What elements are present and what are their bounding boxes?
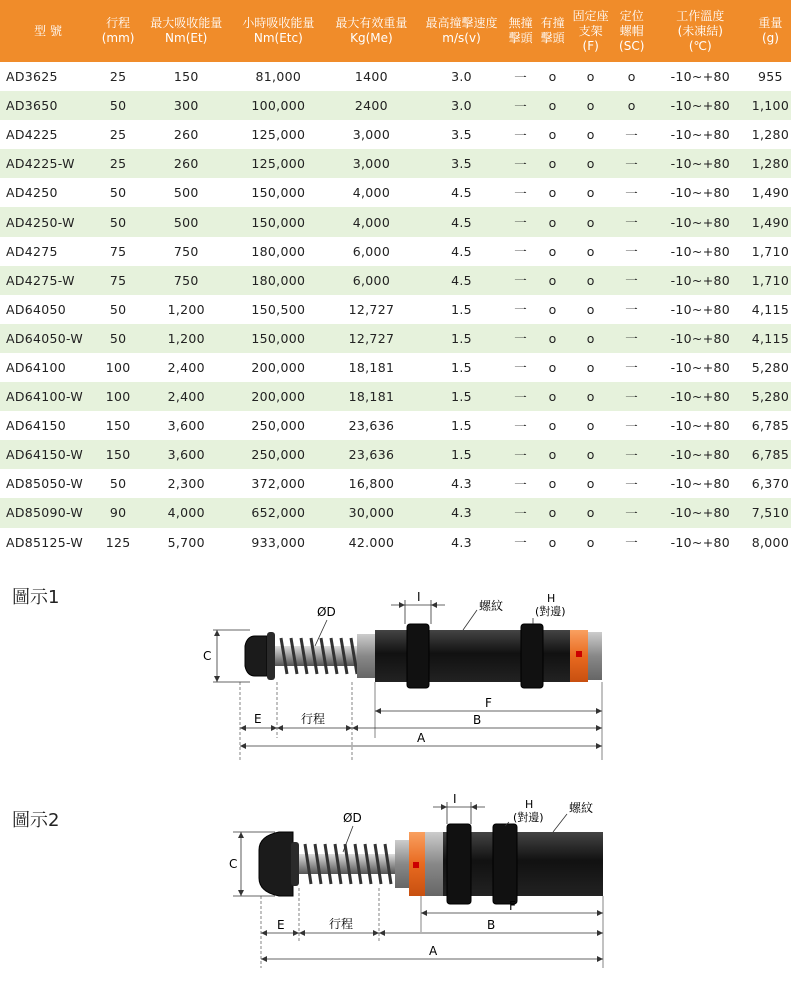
table-cell: o <box>548 301 557 317</box>
table-row <box>0 528 791 557</box>
table-cell: 一 <box>514 69 527 85</box>
table-cell: 4,115 <box>751 301 790 317</box>
table-cell: o <box>548 359 557 375</box>
table-cell: 750 <box>140 266 232 295</box>
table-cell: o <box>548 476 557 492</box>
table-cell: 50 <box>109 476 127 492</box>
table-cell: 23,636 <box>324 440 418 469</box>
table-cell: 1.5 <box>451 359 472 375</box>
header-cell: 最大有效重量 Kg(Me) <box>324 0 418 62</box>
model-cell: AD64150-W <box>0 440 96 469</box>
model-cell: AD64050-W <box>0 324 96 353</box>
fig1-label-stroke: 行程 <box>301 712 326 726</box>
table-cell: 4.5 <box>451 185 472 201</box>
table-row <box>0 120 791 149</box>
table-cell: 一 <box>505 266 537 295</box>
table-cell: o <box>548 127 557 143</box>
table-cell: 4,000 <box>352 185 391 201</box>
table-cell: 81,000 <box>255 69 302 85</box>
table-cell: 一 <box>505 324 537 353</box>
table-cell: 一 <box>514 244 527 260</box>
table-cell: 955 <box>758 69 783 85</box>
model-cell: AD4225-W <box>0 149 96 178</box>
header-cell: 固定座 支架 (F) <box>569 0 613 62</box>
table-cell: 1,200 <box>167 301 205 317</box>
table-row <box>0 237 791 266</box>
model-cell: AD4275 <box>6 243 58 259</box>
table-cell: 一 <box>613 382 651 411</box>
fig1-label-thread: 螺紋 <box>479 599 504 613</box>
table-cell: o <box>569 149 613 178</box>
table-row <box>0 382 791 411</box>
table-cell: 50 <box>96 91 140 120</box>
table-cell: -10~+80 <box>670 301 730 317</box>
model-cell: AD4225 <box>6 127 58 143</box>
table-row <box>0 353 791 382</box>
table-cell: 50 <box>96 324 140 353</box>
table-cell: 3.0 <box>418 91 504 120</box>
table-cell: o <box>537 382 569 411</box>
table-cell: -10~+80 <box>651 207 750 236</box>
table-cell: 4.5 <box>451 243 472 259</box>
table-cell: 4,000 <box>140 498 232 527</box>
model-cell: AD3650 <box>0 91 96 120</box>
table-cell: 2,400 <box>167 359 205 375</box>
header-cell: 工作溫度 (未凍結) (℃) <box>651 0 750 62</box>
table-cell: 一 <box>613 207 651 236</box>
table-cell: 12,727 <box>324 324 418 353</box>
fig2-label-i: I <box>453 792 457 806</box>
table-cell: 3,600 <box>167 418 205 434</box>
model-cell: AD4250 <box>6 185 58 201</box>
table-cell: o <box>613 91 651 120</box>
fig2-label-thread: 螺紋 <box>569 801 594 815</box>
table-cell: 一 <box>625 302 639 318</box>
fig2-label-h-sub: (對邊) <box>513 811 544 824</box>
table-cell: 1,490 <box>751 185 790 201</box>
table-cell: 一 <box>514 127 527 143</box>
table-cell: 一 <box>625 244 639 260</box>
table-cell: -10~+80 <box>670 534 730 550</box>
table-cell: 2,400 <box>140 382 232 411</box>
table-cell: -10~+80 <box>670 185 730 201</box>
table-cell: 16,800 <box>348 476 395 492</box>
table-cell: 1,200 <box>140 324 232 353</box>
table-cell: 4.5 <box>418 207 504 236</box>
table-cell: o <box>586 418 595 434</box>
fig1-label-i: I <box>417 590 421 604</box>
figure2-diagram <box>225 792 615 974</box>
table-cell: 一 <box>625 360 639 376</box>
table-cell: 1.5 <box>418 382 504 411</box>
table-cell: 3.5 <box>451 127 472 143</box>
table-cell: 6,370 <box>751 476 790 492</box>
table-cell: 150,000 <box>251 185 306 201</box>
table-cell: o <box>537 149 569 178</box>
table-cell: -10~+80 <box>651 324 750 353</box>
header-cell: 定位 螺帽 (SC) <box>613 0 651 62</box>
table-cell: 一 <box>505 440 537 469</box>
table-cell: o <box>548 534 557 550</box>
table-cell: 125 <box>105 534 131 550</box>
table-cell: 125,000 <box>251 127 306 143</box>
table-cell: o <box>586 69 595 85</box>
table-cell: o <box>569 266 613 295</box>
table-cell: 300 <box>140 91 232 120</box>
table-cell: 3,000 <box>324 149 418 178</box>
table-cell: o <box>586 185 595 201</box>
table-cell: 150,500 <box>251 301 306 317</box>
table-cell: 150 <box>96 440 140 469</box>
table-cell: 1,280 <box>750 149 791 178</box>
table-cell: 1,280 <box>751 127 790 143</box>
table-cell: 200,000 <box>232 382 324 411</box>
table-cell: o <box>548 418 557 434</box>
table-cell: 一 <box>505 498 537 527</box>
table-row <box>0 440 791 469</box>
table-cell: o <box>537 324 569 353</box>
fig1-label-b: B <box>473 713 482 727</box>
table-cell: -10~+80 <box>651 266 750 295</box>
table-cell: 一 <box>625 127 639 143</box>
table-cell: 4.3 <box>451 476 472 492</box>
header-cell: 有撞 擊頭 <box>537 0 569 62</box>
table-cell: 150 <box>173 69 199 85</box>
table-cell: 30,000 <box>324 498 418 527</box>
table-cell: 75 <box>96 266 140 295</box>
table-cell: -10~+80 <box>651 149 750 178</box>
table-cell: 372,000 <box>251 476 306 492</box>
table-cell: o <box>569 440 613 469</box>
table-cell: 1,100 <box>750 91 791 120</box>
table-cell: 1.5 <box>451 301 472 317</box>
fig2-label-h: H <box>525 798 534 811</box>
fig1-label-h-sub: (對邊) <box>535 605 566 618</box>
table-cell: o <box>586 476 595 492</box>
fig1-label-c: C <box>203 649 212 663</box>
table-cell: 1.5 <box>451 418 472 434</box>
table-row <box>0 266 791 295</box>
model-cell: AD3625 <box>6 69 58 85</box>
table-cell: -10~+80 <box>651 440 750 469</box>
fig1-lock-nut-1 <box>407 624 429 688</box>
table-cell: o <box>537 91 569 120</box>
fig1-label-od: ØD <box>317 605 336 619</box>
table-cell: 一 <box>613 324 651 353</box>
table-row <box>0 469 791 498</box>
table-cell: 一 <box>514 418 527 434</box>
table-cell: 750 <box>173 243 199 259</box>
table-cell: 一 <box>505 207 537 236</box>
table-cell: 一 <box>514 302 527 318</box>
fig2-label-e: E <box>277 918 285 932</box>
model-cell: AD4275-W <box>0 266 96 295</box>
table-row <box>0 411 791 440</box>
table-cell: 1400 <box>354 69 388 85</box>
table-cell: o <box>586 359 595 375</box>
table-cell: 1.5 <box>418 324 504 353</box>
model-cell: AD4250-W <box>0 207 96 236</box>
table-cell: 6,785 <box>750 440 791 469</box>
table-cell: 6,000 <box>324 266 418 295</box>
table-cell: -10~+80 <box>670 418 730 434</box>
table-cell: -10~+80 <box>651 91 750 120</box>
table-cell: 7,510 <box>750 498 791 527</box>
fig1-label-f: F <box>485 696 492 710</box>
table-cell: 一 <box>514 185 527 201</box>
fig2-lock-nut-2 <box>493 824 517 904</box>
table-cell: o <box>548 69 557 85</box>
fig1-end-cap <box>588 632 602 680</box>
table-cell: 652,000 <box>232 498 324 527</box>
table-row <box>0 62 791 91</box>
table-cell: -10~+80 <box>670 243 730 259</box>
header-cell: 最高撞擊速度 m/s(v) <box>418 0 504 62</box>
table-cell: 6,785 <box>751 418 790 434</box>
table-body <box>0 62 791 557</box>
table-cell: o <box>569 382 613 411</box>
header-cell: 重量 (g) <box>750 0 791 62</box>
figure1-diagram <box>195 588 615 763</box>
model-cell: AD85050-W <box>6 476 84 492</box>
header-cell: 小時吸收能量 Nm(Etc) <box>232 0 324 62</box>
table-cell: 250,000 <box>251 418 306 434</box>
table-cell: 180,000 <box>251 243 306 259</box>
table-cell: -10~+80 <box>670 127 730 143</box>
fig1-label-e: E <box>254 712 262 726</box>
table-cell: o <box>537 266 569 295</box>
table-cell: 3.0 <box>451 69 472 85</box>
table-cell: 3,000 <box>352 127 391 143</box>
table-cell: 一 <box>613 498 651 527</box>
table-cell: o <box>586 301 595 317</box>
table-cell: 一 <box>625 185 639 201</box>
table-cell: o <box>586 127 595 143</box>
figure1-title: 圖示1 <box>12 587 60 608</box>
table-cell: o <box>586 534 595 550</box>
table-cell: 25 <box>96 149 140 178</box>
table-cell: o <box>569 91 613 120</box>
figure2-title: 圖示2 <box>12 810 60 831</box>
model-cell: AD64100 <box>6 359 67 375</box>
table-cell: 260 <box>140 149 232 178</box>
table-cell: 18,181 <box>348 359 395 375</box>
table-cell: 一 <box>505 382 537 411</box>
table-cell: 100 <box>105 359 131 375</box>
table-cell: -10~+80 <box>651 498 750 527</box>
table-cell: -10~+80 <box>670 359 730 375</box>
table-cell: 一 <box>514 476 527 492</box>
model-cell: AD64050 <box>6 301 67 317</box>
table-cell: 1,710 <box>751 243 790 259</box>
table-cell: 一 <box>505 91 537 120</box>
table-cell: 75 <box>109 243 127 259</box>
model-cell: AD85125-W <box>6 534 84 550</box>
table-cell: o <box>537 207 569 236</box>
fig2-label-a: A <box>429 944 438 958</box>
table-cell: 4.3 <box>418 498 504 527</box>
table-cell: o <box>548 243 557 259</box>
fig2-label-od: ØD <box>343 811 362 825</box>
fig2-label-stroke: 行程 <box>329 917 354 931</box>
table-cell: o <box>548 185 557 201</box>
table-row <box>0 149 791 178</box>
table-cell: 1.5 <box>418 440 504 469</box>
table-cell: o <box>569 324 613 353</box>
table-cell: 150,000 <box>232 324 324 353</box>
table-cell: 42.000 <box>348 534 395 550</box>
table-cell: 一 <box>514 360 527 376</box>
table-cell: 一 <box>625 418 639 434</box>
table-cell: -10~+80 <box>670 476 730 492</box>
table-cell: 125,000 <box>232 149 324 178</box>
table-row <box>0 295 791 324</box>
table-cell: 50 <box>109 185 127 201</box>
model-cell: AD64100-W <box>0 382 96 411</box>
table-cell: 50 <box>96 207 140 236</box>
table-cell: 100 <box>96 382 140 411</box>
table-cell: 23,636 <box>348 418 395 434</box>
table-cell: 100,000 <box>232 91 324 120</box>
table-cell: o <box>569 498 613 527</box>
table-cell: 4.5 <box>418 266 504 295</box>
table-cell: 一 <box>613 149 651 178</box>
model-cell: AD85090-W <box>0 498 96 527</box>
table-cell: o <box>586 243 595 259</box>
table-cell: 3,600 <box>140 440 232 469</box>
fig2-label-f: F <box>509 899 516 913</box>
table-cell: -10~+80 <box>670 69 730 85</box>
table-row <box>0 324 791 353</box>
table-cell: 50 <box>109 301 127 317</box>
table-cell: 3.5 <box>418 149 504 178</box>
table-row <box>0 207 791 236</box>
fig2-label-b: B <box>487 918 496 932</box>
table-cell: 一 <box>505 149 537 178</box>
table-cell: 5,280 <box>751 359 790 375</box>
header-cell: 行程 (mm) <box>96 0 140 62</box>
table-cell: 6,000 <box>352 243 391 259</box>
table-row <box>0 178 791 207</box>
header-cell: 最大吸收能量 Nm(Et) <box>140 0 232 62</box>
table-cell: o <box>537 498 569 527</box>
table-cell: 500 <box>173 185 199 201</box>
table-cell: 一 <box>625 476 639 492</box>
header-cell: 無撞 擊頭 <box>505 0 537 62</box>
table-cell: o <box>627 69 636 85</box>
table-cell: 一 <box>625 535 639 551</box>
table-cell: 4,115 <box>750 324 791 353</box>
table-cell: 1,490 <box>750 207 791 236</box>
table-cell: 180,000 <box>232 266 324 295</box>
fig2-spring <box>305 844 391 884</box>
table-cell: 8,000 <box>751 534 790 550</box>
fig1-lock-nut-2 <box>521 624 543 688</box>
table-header-row <box>0 0 791 62</box>
header-cell: 型 號 <box>0 0 96 62</box>
fig1-bumper-cap <box>245 636 267 676</box>
table-cell: 260 <box>173 127 199 143</box>
table-cell: 150 <box>105 418 131 434</box>
table-cell: 1,710 <box>750 266 791 295</box>
table-cell: 5,280 <box>750 382 791 411</box>
table-cell: 90 <box>96 498 140 527</box>
table-cell: 一 <box>613 440 651 469</box>
table-cell: 一 <box>514 535 527 551</box>
fig1-label-a: A <box>417 731 426 745</box>
table-cell: o <box>569 207 613 236</box>
table-cell: 150,000 <box>232 207 324 236</box>
table-row <box>0 498 791 527</box>
model-cell: AD64150 <box>6 418 67 434</box>
fig1-threaded-body <box>375 630 575 682</box>
table-cell: 5,700 <box>167 534 205 550</box>
table-cell: 12,727 <box>348 301 395 317</box>
table-cell: o <box>537 440 569 469</box>
table-cell: 4,000 <box>324 207 418 236</box>
fig2-label-c: C <box>229 857 238 871</box>
table-cell: 25 <box>109 69 127 85</box>
table-cell: 2400 <box>324 91 418 120</box>
table-row <box>0 91 791 120</box>
table-cell: 933,000 <box>251 534 306 550</box>
table-cell: 200,000 <box>251 359 306 375</box>
table-cell: 2,300 <box>167 476 205 492</box>
table-cell: 18,181 <box>324 382 418 411</box>
table-cell: 25 <box>109 127 127 143</box>
table-cell: 一 <box>613 266 651 295</box>
table-cell: 4.3 <box>451 534 472 550</box>
table-cell: -10~+80 <box>651 382 750 411</box>
fig2-bumper-cap <box>259 832 293 896</box>
fig1-label-h: H <box>547 592 556 605</box>
table-cell: 250,000 <box>232 440 324 469</box>
fig2-lock-nut-1 <box>447 824 471 904</box>
table-cell: 500 <box>140 207 232 236</box>
